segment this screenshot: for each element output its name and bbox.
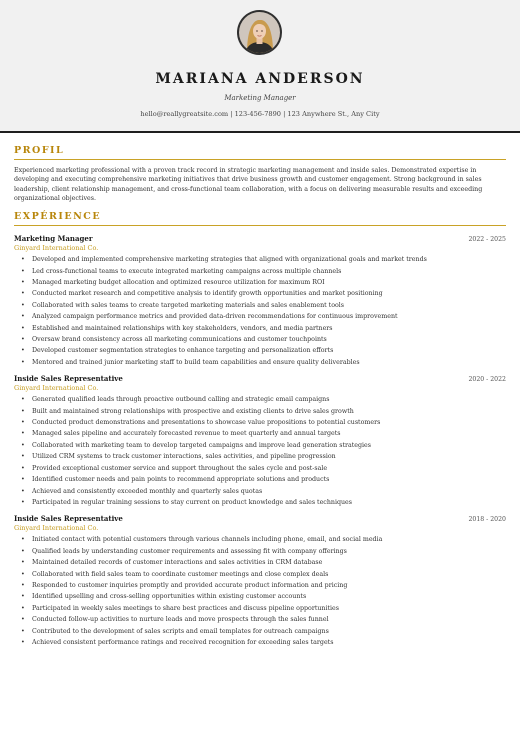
- job-company: Ginyard International Co.: [14, 384, 99, 393]
- job-entry: [14, 374, 506, 508]
- job-bullets: [14, 394, 506, 508]
- profile-photo: [237, 10, 282, 55]
- bullet-item: • Developed and implemented comprehensive marketing strategies that aligned with organizational goals and market trends: [14, 254, 506, 265]
- bullet-item: • Contributed to the development of sales scripts and email templates for outreach campaigns: [14, 626, 506, 637]
- section-title-profile: PROFIL: [14, 145, 506, 160]
- resume-body: [14, 145, 506, 648]
- contact-info: hello@reallygreatsite.com | 123-456-7890 | 123 Anywhere St., Any City: [140, 110, 380, 118]
- section-title-experience: EXPÉRIENCE: [14, 211, 506, 226]
- job-title: Inside Sales Representative: [14, 514, 123, 524]
- resume-header: [0, 0, 520, 133]
- bullet-item: • Mentored and trained junior marketing staff to build team capabilities and ensure quality deliverables: [14, 357, 506, 368]
- bullet-item: • Conducted product demonstrations and presentations to showcase value propositions to potential customers: [14, 417, 506, 428]
- bullet-item: • Led cross-functional teams to execute integrated marketing campaigns across multiple channels: [14, 266, 506, 277]
- bullet-item: • Conducted market research and competitive analysis to identify growth opportunities and market positioning: [14, 288, 506, 299]
- job-entry: [14, 234, 506, 368]
- candidate-role: Marketing Manager: [224, 94, 296, 102]
- bullet-item: • Established and maintained relationships with key stakeholders, vendors, and media partners: [14, 323, 506, 334]
- bullet-item: • Achieved and consistently exceeded monthly and quarterly sales quotas: [14, 486, 506, 497]
- bullet-item: • Built and maintained strong relationships with prospective and existing clients to drive sales growth: [14, 406, 506, 417]
- bullet-item: • Developed customer segmentation strategies to enhance targeting and personalization efforts: [14, 345, 506, 356]
- job-bullets: [14, 254, 506, 368]
- bullet-item: • Conducted follow-up activities to nurture leads and move prospects through the sales funnel: [14, 614, 506, 625]
- job-title: Inside Sales Representative: [14, 374, 123, 384]
- bullet-item: • Maintained detailed records of customer interactions and sales activities in CRM database: [14, 557, 506, 568]
- bullet-item: • Participated in regular training sessions to stay current on product knowledge and sales techniques: [14, 497, 506, 508]
- bullet-item: • Qualified leads by understanding customer requirements and assessing fit with company offerings: [14, 546, 506, 557]
- job-bullets: [14, 534, 506, 648]
- bullet-item: • Collaborated with sales teams to create targeted marketing materials and sales enablement tools: [14, 300, 506, 311]
- bullet-item: • Collaborated with marketing team to develop targeted campaigns and improve lead generation strategies: [14, 440, 506, 451]
- bullet-item: • Identified customer needs and pain points to recommend appropriate solutions and products: [14, 474, 506, 485]
- bullet-item: • Provided exceptional customer service and support throughout the sales cycle and post-sale: [14, 463, 506, 474]
- job-title: Marketing Manager: [14, 234, 93, 244]
- experience-list: [14, 234, 506, 648]
- bullet-item: • Identified upselling and cross-selling opportunities within existing customer accounts: [14, 591, 506, 602]
- bullet-item: • Analyzed campaign performance metrics and provided data-driven recommendations for continuous improvement: [14, 311, 506, 322]
- bullet-item: • Participated in weekly sales meetings to share best practices and discuss pipeline opportunities: [14, 603, 506, 614]
- bullet-item: • Managed marketing budget allocation and optimized resource utilization for maximum ROI: [14, 277, 506, 288]
- job-dates: 2020 - 2022: [468, 376, 506, 384]
- bullet-item: • Utilized CRM systems to track customer interactions, sales activities, and pipeline progression: [14, 451, 506, 462]
- job-company: Ginyard International Co.: [14, 524, 99, 533]
- job-dates: 2022 - 2025: [468, 236, 506, 244]
- portrait-image: [239, 12, 280, 53]
- bullet-item: • Oversaw brand consistency across all marketing communications and customer touchpoints: [14, 334, 506, 345]
- bullet-item: • Achieved consistent performance ratings and received recognition for exceeding sales targets: [14, 637, 506, 648]
- bullet-item: • Managed sales pipeline and accurately forecasted revenue to meet quarterly and annual targets: [14, 428, 506, 439]
- job-dates: 2018 - 2020: [468, 516, 506, 524]
- candidate-name: MARIANA ANDERSON: [155, 71, 365, 87]
- profile-summary: Experienced marketing professional with a proven track record in strategic marketing management and inside sales. Demonstrated expertise in developing and executing comprehensive marketing initiatives that drive business growth and customer engagement. Strong background in sales leadership, client relationship management, and cross-functional team collaboration, with a focus on delivering measurable results and exceeding organizational objectives.: [14, 167, 483, 202]
- job-entry: [14, 514, 506, 648]
- bullet-item: • Initiated contact with potential customers through various channels including phone, email, and social media: [14, 534, 506, 545]
- bullet-item: • Collaborated with field sales team to coordinate customer meetings and close complex deals: [14, 569, 506, 580]
- job-company: Ginyard International Co.: [14, 244, 99, 253]
- bullet-item: • Generated qualified leads through proactive outbound calling and strategic email campaigns: [14, 394, 506, 405]
- bullet-item: • Responded to customer inquiries promptly and provided accurate product information and pricing: [14, 580, 506, 591]
